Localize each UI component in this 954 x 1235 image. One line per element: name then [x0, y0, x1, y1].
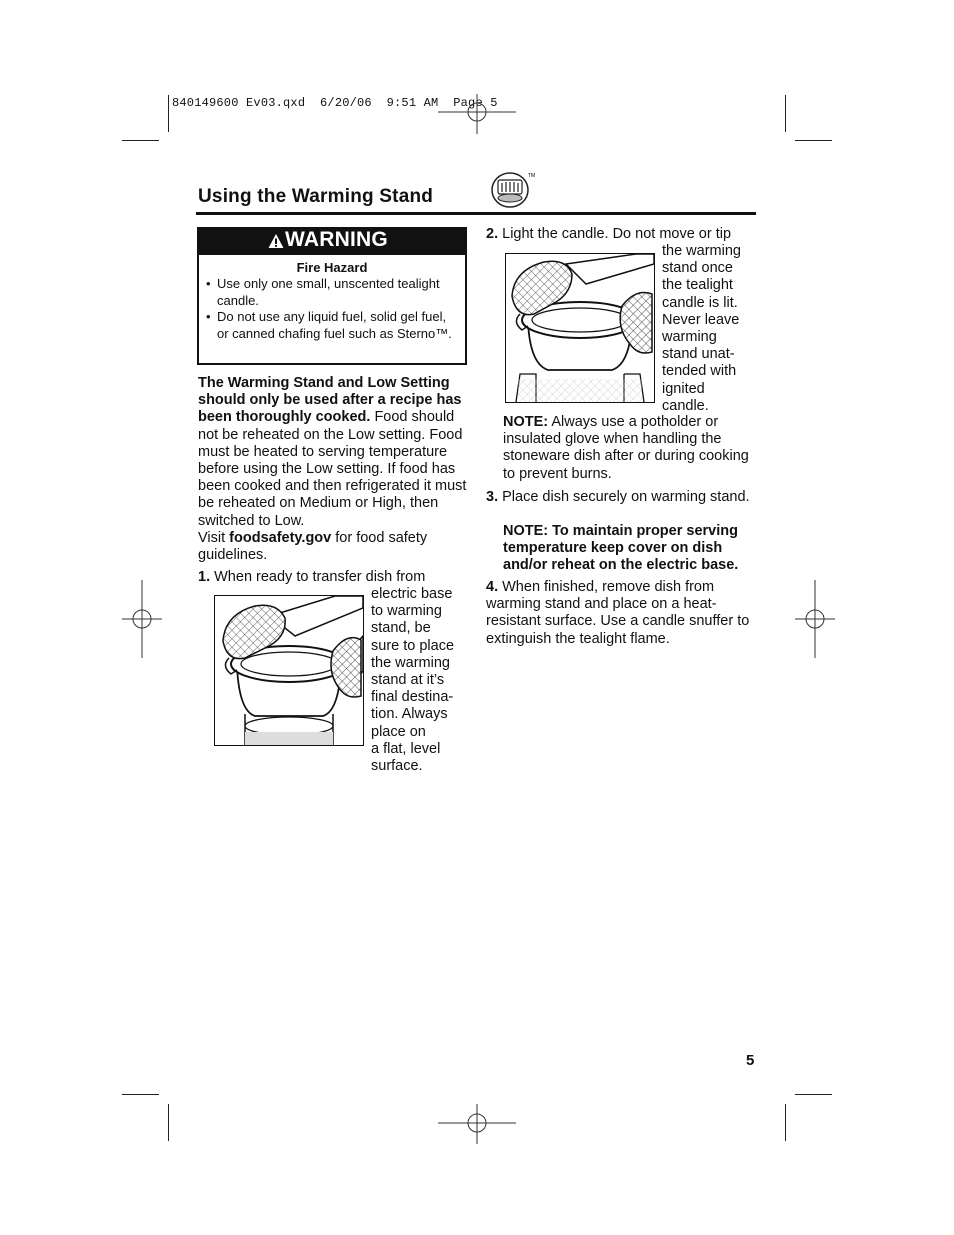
step-line: the warming: [371, 654, 450, 671]
step-line: ignited: [662, 380, 705, 397]
step-line: a flat, level: [371, 740, 441, 757]
step-line: stand at it’s: [371, 672, 445, 689]
step-line: surface.: [371, 758, 423, 775]
step-4: [486, 579, 756, 648]
step-3: [486, 489, 756, 506]
step-line: sure to place: [371, 637, 455, 654]
step-line: candle.: [662, 397, 709, 414]
step-line: the tealight: [662, 277, 733, 294]
step-number: 4.: [486, 579, 499, 595]
note-text: Always use a potholder or insulated glove when handling the stoneware dish after or during cooking to prevent burns.: [503, 414, 749, 482]
warning-list: [206, 276, 456, 342]
title-rule: [196, 212, 756, 215]
warning-item: • Use only one small, unscented tealight candle.: [206, 276, 456, 309]
step-line: candle is lit.: [662, 294, 738, 311]
step-line: stand once: [662, 260, 733, 277]
registration-mark-top: [438, 94, 516, 134]
registration-mark-bottom: [438, 1104, 516, 1144]
visit-prefix: Visit: [198, 530, 226, 546]
visit-paragraph: [198, 530, 470, 564]
printer-slug: 840149600 Ev03.qxd 6/20/06 9:51 AM Page 5: [172, 96, 498, 110]
step-line: stand, be: [371, 620, 431, 637]
visit-suffix: for food safety guidelines.: [198, 530, 428, 564]
step-line: warming: [662, 329, 717, 346]
hazard-title: Fire Hazard: [296, 260, 368, 275]
step-2-wrapped-text: [662, 243, 756, 415]
note-label: NOTE:: [503, 414, 549, 430]
warming-stand-logo-icon: [490, 170, 538, 210]
step-1: [198, 569, 470, 586]
step-number: 3.: [486, 489, 499, 505]
intro-bold: The Warming Stand and Low Setting should only be used after a recipe has been thoroughly cooked.: [198, 375, 462, 426]
step-line: Never leave: [662, 311, 740, 328]
step-line: to warming: [371, 603, 442, 620]
step-text: Place dish securely on warming stand.: [502, 489, 750, 505]
registration-mark-left: [122, 580, 162, 658]
step-text: When finished, remove dish from warming stand and place on a heat-resistant surface. Use a candle snuffer to extinguish the tealight flame.: [486, 579, 750, 647]
step-line: tended with: [662, 363, 737, 380]
step-number: 2.: [486, 226, 499, 242]
step-line: tion. Always: [371, 706, 448, 723]
step-line: stand unat-: [662, 346, 735, 363]
step-2-note: [503, 414, 756, 483]
step-line: place on: [371, 723, 426, 740]
section-title: Using the Warming Stand: [198, 186, 434, 207]
step-line: final destina-: [371, 689, 454, 706]
warning-header: [197, 227, 467, 255]
intro-paragraph: [198, 375, 470, 530]
step-line: electric base: [371, 586, 453, 602]
step-lead: Light the candle. Do not move or tip: [502, 226, 732, 242]
step-line: the warming: [662, 243, 741, 259]
registration-mark-right: [795, 580, 835, 658]
page-number: 5: [746, 1052, 755, 1069]
step-1-wrapped-text: [371, 586, 471, 775]
step-2-illustration: [505, 253, 655, 403]
warning-item: • Do not use any liquid fuel, solid gel fuel, or canned chafing fuel such as Sterno™.: [206, 309, 456, 342]
svg-text:TM: TM: [528, 173, 536, 179]
foodsafety-link[interactable]: foodsafety.gov: [229, 530, 332, 546]
step-3-note: NOTE: To maintain proper serving temperature keep cover on dish and/or reheat on the electric base.: [503, 523, 739, 574]
warning-label: WARNING: [285, 228, 388, 251]
step-1-illustration: [214, 595, 364, 746]
step-lead: When ready to transfer dish from: [214, 569, 426, 585]
step-2: [486, 226, 756, 243]
step-number: 1.: [198, 569, 211, 585]
intro-text: Food should not be reheated on the Low setting. Food must be heated to serving temperature before using the Low setting. If food has been cooked and then refrigerated it must be reheated on Medium or High, then switched to Low.: [198, 409, 467, 529]
warning-triangle-icon: [268, 233, 284, 249]
